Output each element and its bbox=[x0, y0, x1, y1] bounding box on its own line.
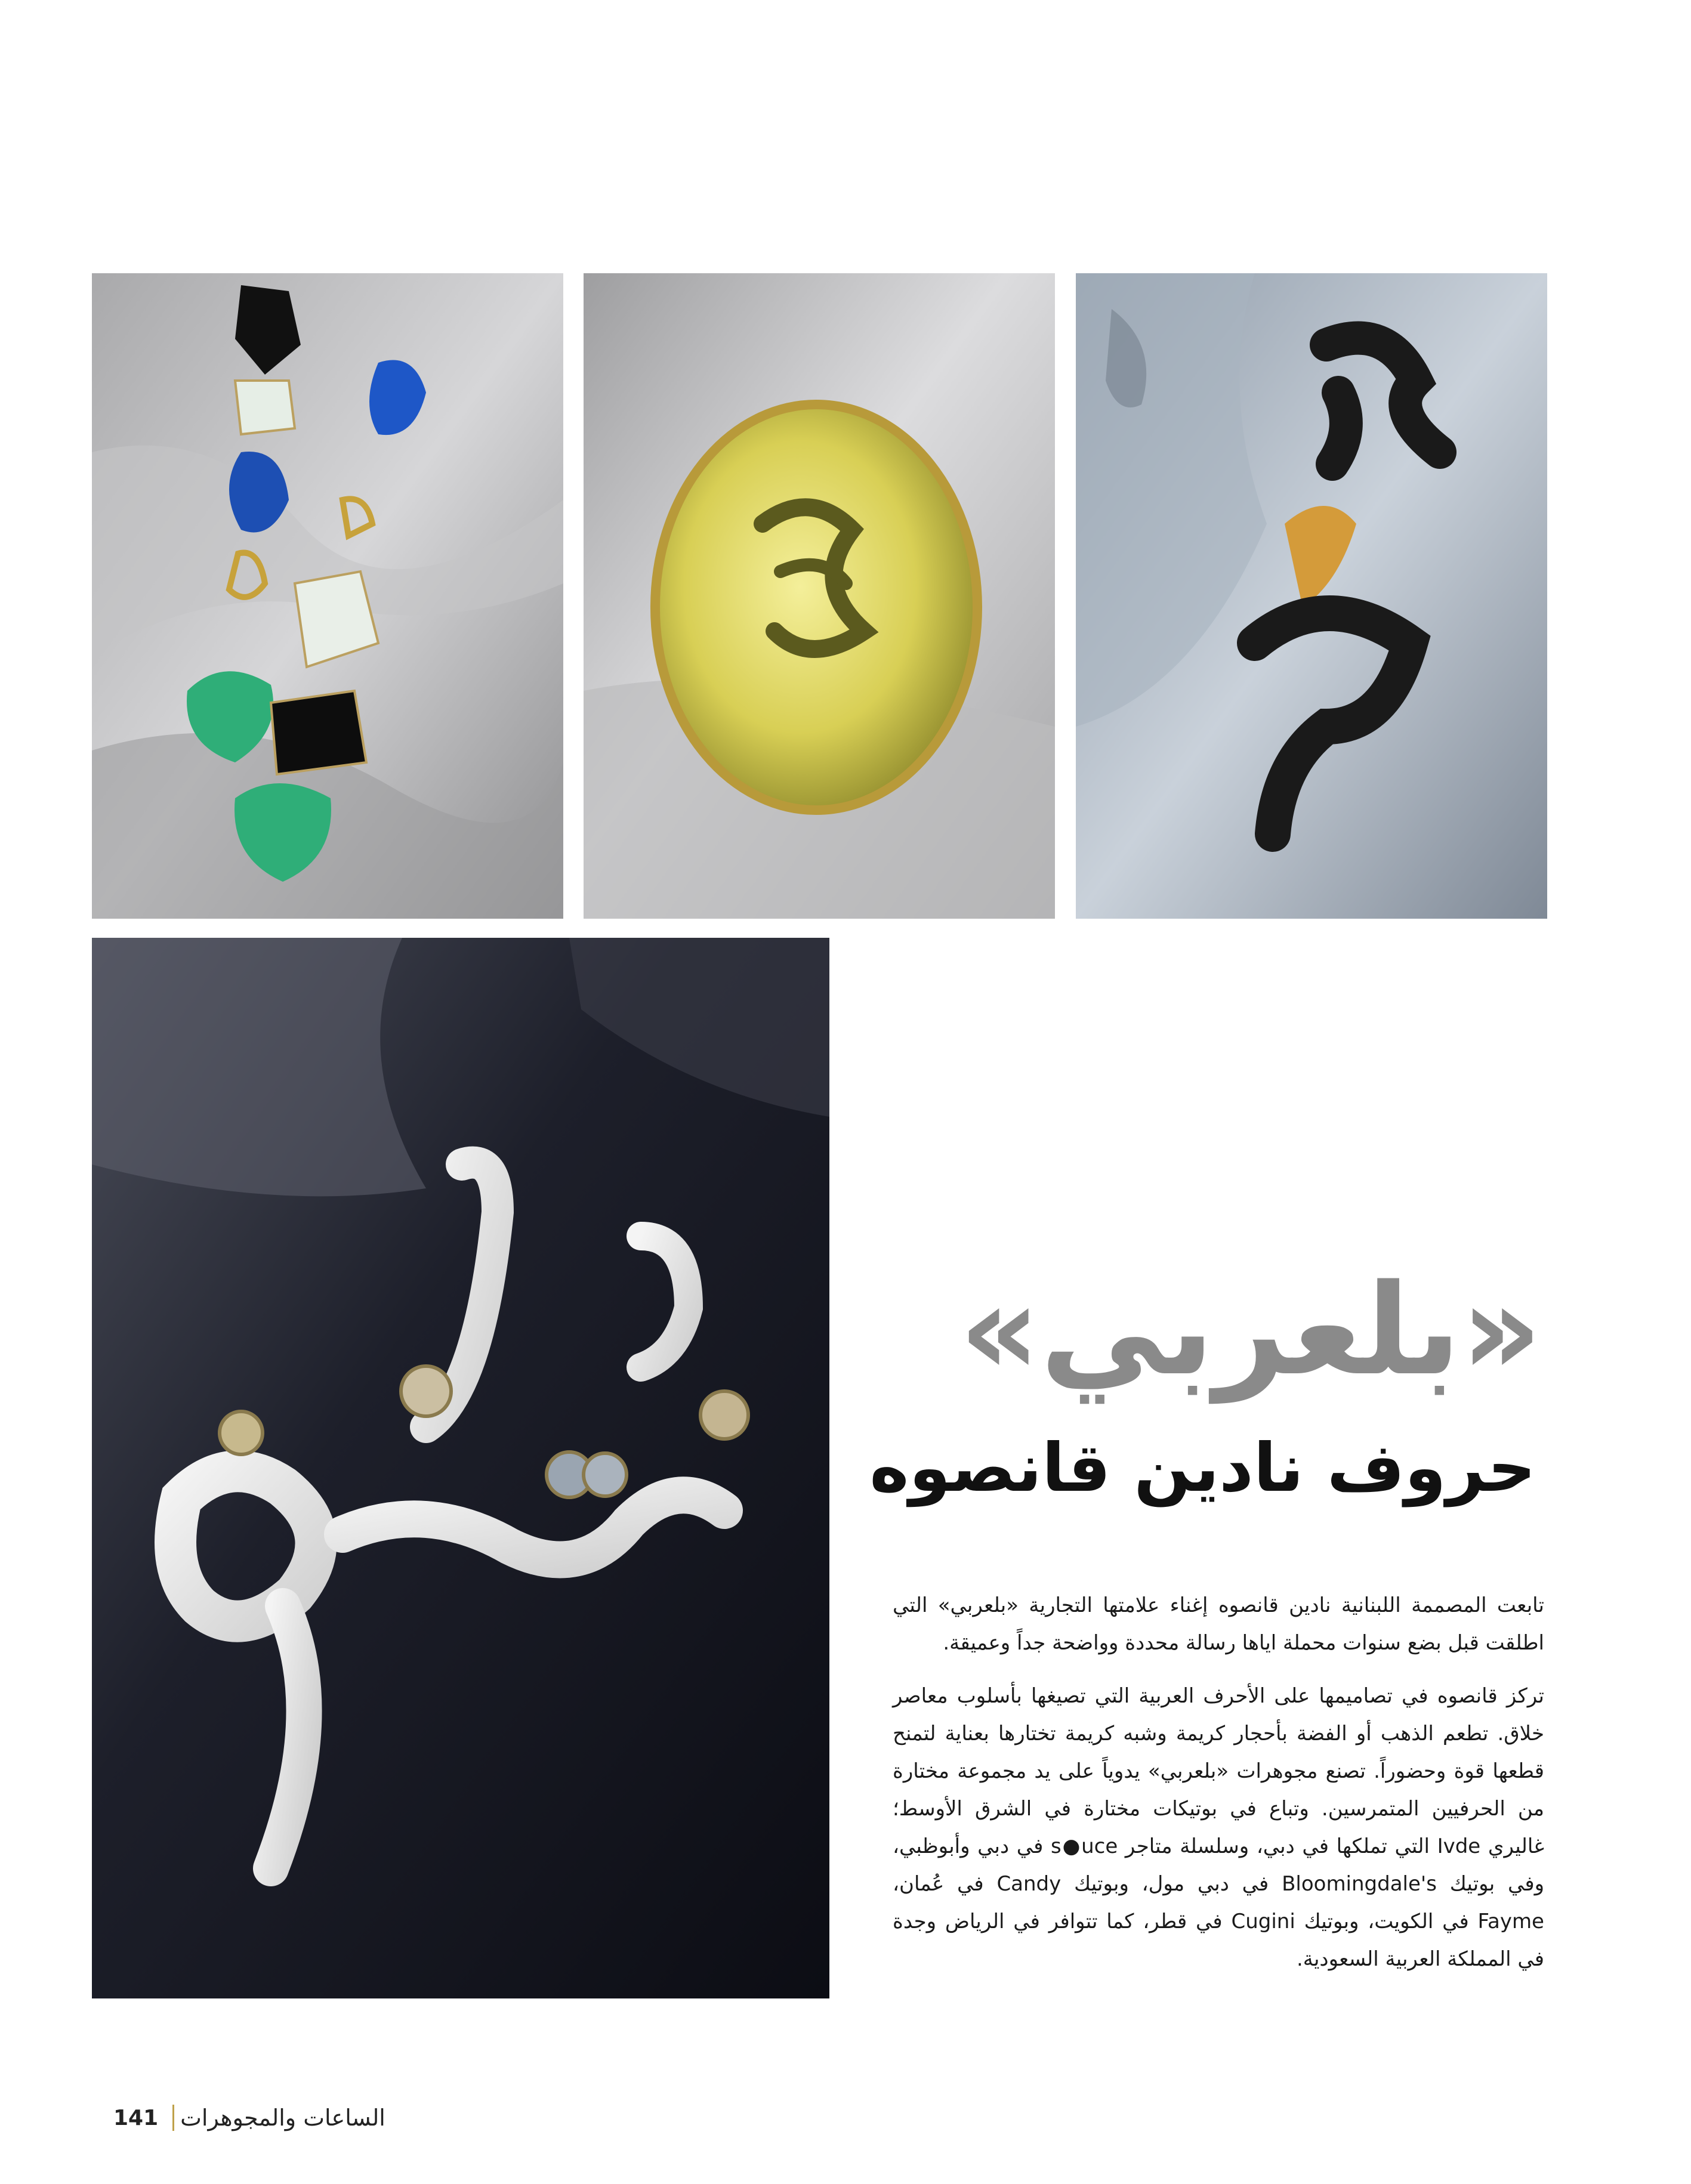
article-subhead: حروف نادين قانصوه bbox=[869, 1429, 1536, 1507]
page-number: 141 bbox=[113, 2105, 159, 2130]
yellow-stone-ring-photo bbox=[584, 273, 1055, 919]
article-headline: «بلعربي» bbox=[959, 1257, 1542, 1403]
black-diamond-ring-photo bbox=[1076, 273, 1547, 919]
article-paragraph: تابعت المصممة اللبنانية نادين قانصوه إغناء علامتها التجارية «بلعربي» التي اطلقت قبل بضع سنوات محملة اياها رسالة محددة وواضحة جداً وعميقة. bbox=[893, 1593, 1544, 1655]
article-body bbox=[893, 1587, 1544, 1994]
earrings-photo bbox=[92, 273, 563, 919]
silver-brooch-photo bbox=[92, 938, 829, 1998]
article-paragraph: تركز قانصوه في تصاميمها على الأحرف العربية التي تصيغها بأسلوب معاصر خلاق. تطعم الذهب أو الفضة بأحجار كريمة وشبه كريمة تختارها بعناية لتمنح قطعها قوة وحضوراً. تصنع مجوهرات «بلعربي» يدوياً على يد مجموعة مختارة من الحرفيين المتمرسين. وتباع في بوتيكات مختارة في الشرق الأوسط؛ غاليري Ivde التي تملكها في دبي، وسلسلة متاجر s●uce في دبي وأبوظبي، وفي بوتيك Bloomingdale's في دبي مول، وبوتيك Candy في عُمان، Fayme في الكويت، وبوتيك Cugini في قطر، كما تتوافر في الرياض وجدة في المملكة العربية السعودية. bbox=[893, 1684, 1545, 1971]
page-footer bbox=[113, 2100, 385, 2136]
magazine-logo: الساعات والمجوهرات bbox=[172, 2105, 385, 2131]
